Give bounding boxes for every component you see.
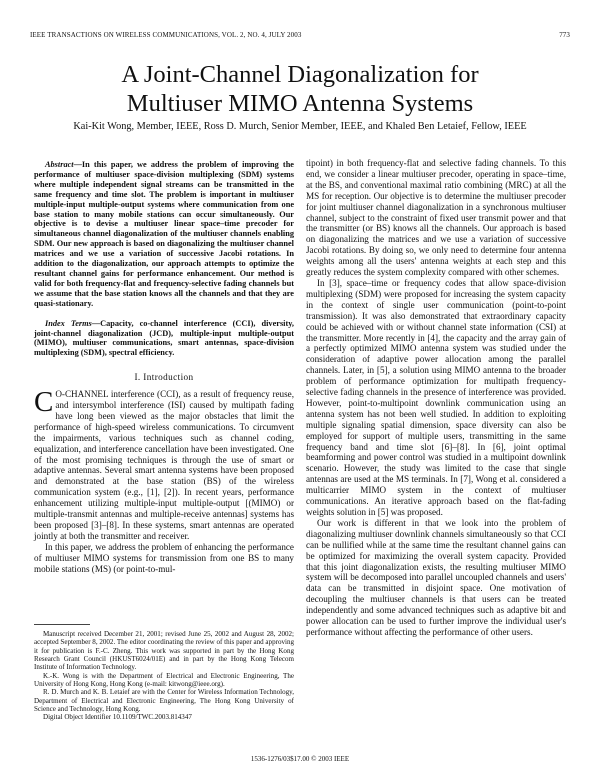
- intro-paragraph-2: In this paper, we address the problem of enhancing the performance of multiuser MIMO systems for transmission from one BS to many mobile stations (MS) (or point-to-mul-: [34, 541, 294, 574]
- index-terms-text: Capacity, co-channel interference (CCI), diversity, joint-channel diagonalization (JCD), multiple-input multiple-output (MIMO), multiuser communications, smart antennas, space-division multiplexing (SDM), spectral efficiency.: [34, 318, 295, 358]
- footnote-rule: [34, 624, 90, 625]
- index-terms-label: Index Terms—: [45, 318, 101, 328]
- intro-paragraph-1: [34, 386, 294, 542]
- section-heading: I. Introduction: [134, 372, 194, 383]
- footnote-author-2: R. D. Murch and K. B. Letaief are with the Center for Wireless Information Technology, Department of Electrical and Electronic Engineering, The Hong Kong University of Science and Technology, Hong Kong.: [34, 688, 294, 714]
- running-header: [30, 31, 570, 39]
- left-column: [34, 160, 294, 575]
- drop-cap: C: [34, 386, 54, 419]
- footnote-doi: Digital Object Identifier 10.1109/TWC.2003.814347: [43, 713, 192, 722]
- author-list: Kai-Kit Wong, Member, IEEE, Ross D. Murch, Senior Member, IEEE, and Khaled Ben Letaief, Fellow, IEEE: [73, 121, 527, 132]
- paper-title: [0, 60, 600, 118]
- right-paragraph-3: Our work is different in that we look into the problem of diagonalizing multiuser downlink channels simultaneously so that CCI can be nullified while at the same time the resultant channel gains can be optimized for maximizing the overall system capacity. Provided that this joint diagonalization exists, the resulting multiuser MIMO system will be decomposed into parallel uncoupled channels and users' data can be transmitted in disjoint space. One motivation of decoupling the multiuser channels is that users can be treated independently and some advanced techniques such as adaptive bit and power allocation can be used to further improve the individual user's performance without affecting the performance of other users.: [306, 517, 566, 637]
- right-paragraph-1: tipoint) in both frequency-flat and selective fading channels. To this end, we consider a linear multiuser precoder, operating in space–time, at the BS, and conventional maximal ratio combining (MRC) at all the MS for reception. Our objective is to determine the multiuser precoder for joint multiuser channel diagonalization in a synchronous multiuser channel, subject to the constraint of fixed user transmit power and that the transmitter (or BS) knows all the channels. Our approach is based on diagonalizing the matrices and we use a variation of successive Jacobi rotations. By doing so, we only need to determine four antenna weights among all the users' antenna weights at each step and this greatly reduces the system complexity compared with other schemes.: [306, 158, 566, 278]
- intro-p1-text: O-CHANNEL interference (CCI), as a result of frequency reuse, and intersymbol interference (ISI) caused by multipath fading have long been viewed as the major obstacles that limit the performance of high-speed wireless communications. To circumvent the impairments, various techniques such as channel coding, equalization, and interference cancellation have been investigated. One of the most promising techniques is through the use of smart or adaptive antennas. Several smart antenna systems have been proposed and demonstrated at the base station (BS) of the wireless communication system (e.g., [1], [2]). In recent years, performance enhancement utilizing multiple-input multiple-output [(MIMO) or multiple-transmit antennas and multiple-receive antennas] systems has been proposed [3]–[8]. In these systems, smart antennas are operated jointly at both the transmitter and receiver.: [34, 389, 294, 541]
- right-column: [306, 158, 566, 638]
- footnote-manuscript: Manuscript received December 21, 2001; revised June 25, 2002 and August 28, 2002; accepted September 8, 2002. The editor coordinating the review of this paper and approving it for publication is F.-C. Zheng. This work was supported in part by the Hong Kong Research Grant Council (HKUST6024/01E) and in part by the Hong Kong Telecom Institute of Information Technology.: [34, 630, 294, 672]
- journal-name: IEEE TRANSACTIONS ON WIRELESS COMMUNICATIONS, VOL. 2, NO. 4, JULY 2003: [30, 31, 302, 39]
- footnotes: [34, 630, 294, 722]
- copyright-footer: 1536-1276/03$17.00 © 2003 IEEE: [250, 755, 350, 763]
- page-number: 773: [559, 31, 570, 39]
- abstract: [34, 160, 294, 358]
- abstract-label: Abstract—: [45, 160, 82, 169]
- title-line-2: Multiuser MIMO Antenna Systems: [126, 90, 474, 117]
- footnote-author-1: K.-K. Wong is with the Department of Electrical and Electronic Engineering, The University of Hong Kong, Hong Kong (e-mail: kitwong@ieee.org).: [34, 671, 294, 689]
- abstract-text: In this paper, we address the problem of improving the performance of multiuser space-division multiplexing (SDM) systems where multiple independent signal streams can be transmitted in the same frequency and time slot. The problem is important in multiuser multiple-input multiple-output systems where communication from one base station to many mobile stations can occur simultaneously. Our objective is to devise a multiuser linear space–time precoder for simultaneous channel diagonalization of the multiuser channels enabling SDM. Our new approach is based on diagonalizing the multiuser channel matrices and we use a variation of successive Jacobi rotations. In addition to the diagonalization, our approach attempts to optimize the resultant channel gains for performance enhancement. Our method is valid for both frequency-flat and frequency-selective fading channels but we assume that the base station knows all the channels and that they are quasi-stationary.: [34, 160, 294, 308]
- right-paragraph-2: In [3], space–time or frequency codes that allow space-division multiplexing (SDM) were proposed for increasing the system capacity in the context of single user communication (point-to-point transmission). It was also demonstrated that extraordinary capacity could be achieved with or without channel state information (CSI) at the transmitter. More recently in [4], the capacity and the array gain of a perfectly optimized MIMO antenna system was studied under the consideration of adaptive power allocation among the parallel channels. Later, in [5], a solution using MIMO antenna to the broader problem of performance optimization for multipath frequency-selective fading channels in the presence of interference was provided. However, point-to-multipoint downlink communication using an antenna system has not been well studied. In addition to exploiting multiple signaling spatial dimension, space diversity can also be employed for support of multiple users, transmitting in the same frequency band and time slot [6]–[8]. In [6], joint optimal beamforming and power control was studied in a multipoint downlink scenario. However, the study was limited to the case that single antennas are used at the MS terminals. In [7], Wong et al. considered a multicarrier MIMO system in the context of multiuser communications. An iterative approach based on the flat-fading weights solution in [5] was proposed.: [306, 277, 566, 517]
- title-line-1: A Joint-Channel Diagonalization for: [121, 61, 479, 88]
